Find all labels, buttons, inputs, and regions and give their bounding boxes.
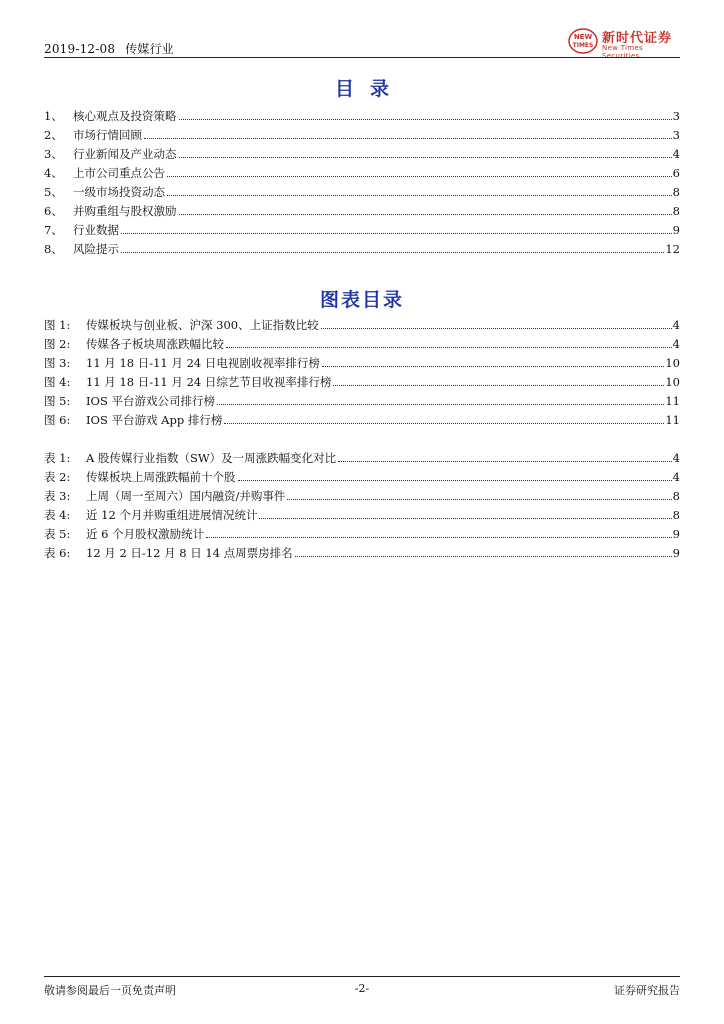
entry-number: 表 5: [44, 527, 71, 541]
page-number: -2- [354, 982, 370, 995]
entry-page-number: 4 [672, 451, 680, 465]
company-logo [568, 26, 680, 60]
toc-entry[interactable] [44, 104, 680, 123]
dot-leader [259, 517, 671, 519]
entry-page-number: 4 [672, 337, 680, 351]
entry-page-number: 9 [672, 223, 680, 237]
dot-leader [217, 403, 664, 405]
toc-title: 目录 [334, 78, 405, 100]
entry-label: 一级市场投资动态 [73, 185, 165, 199]
figure-entry[interactable] [44, 332, 680, 351]
dot-leader [238, 479, 672, 481]
entry-number: 5、 [44, 185, 63, 199]
entry-number: 图 4: [44, 375, 71, 389]
entry-page-number: 9 [672, 546, 680, 560]
dot-leader [224, 422, 664, 424]
entry-number: 图 2: [44, 337, 71, 351]
figure-entry[interactable] [44, 313, 680, 332]
toc-list [44, 104, 680, 256]
entry-page-number: 3 [672, 128, 680, 142]
entry-label: 核心观点及投资策略 [73, 109, 177, 123]
entry-page-number: 6 [672, 166, 680, 180]
entry-number: 6、 [44, 204, 63, 218]
entry-number: 1、 [44, 109, 63, 123]
entry-number: 8、 [44, 242, 63, 256]
entry-number: 图 6: [44, 413, 71, 427]
entry-number: 7、 [44, 223, 63, 237]
entry-page-number: 10 [665, 356, 680, 370]
entry-label: 12 月 2 日-12 月 8 日 14 点周票房排名 [86, 546, 293, 560]
dot-leader [287, 498, 671, 500]
entry-page-number: 8 [672, 185, 680, 199]
entry-number: 表 3: [44, 489, 71, 503]
toc-entry[interactable] [44, 180, 680, 199]
entry-page-number: 11 [665, 413, 680, 427]
entry-page-number: 10 [665, 375, 680, 389]
entry-number: 图 5: [44, 394, 71, 408]
entry-label: 行业数据 [73, 223, 119, 237]
chart-toc-title: 图表目录 [319, 289, 404, 311]
header-meta [44, 40, 174, 57]
dot-leader [179, 213, 672, 215]
entry-number: 表 4: [44, 508, 71, 522]
entry-label: 近 6 个月股权激励统计 [86, 527, 205, 541]
entry-label: 风险提示 [73, 242, 119, 256]
footer-disclaimer[interactable]: 敬请参阅最后一页免责声明 [44, 984, 176, 997]
dot-leader [167, 175, 672, 177]
dot-leader [333, 384, 664, 386]
toc-entry[interactable] [44, 161, 680, 180]
page-header [44, 26, 680, 60]
dot-leader [338, 460, 672, 462]
dot-leader [144, 137, 672, 139]
entry-page-number: 3 [672, 109, 680, 123]
entry-page-number: 4 [672, 318, 680, 332]
figure-entry[interactable] [44, 370, 680, 389]
entry-number: 3、 [44, 147, 63, 161]
footer-divider [44, 976, 680, 977]
figure-entry[interactable] [44, 408, 680, 427]
dot-leader [121, 232, 672, 234]
entry-label: 传媒板块上周涨跌幅前十个股 [86, 470, 236, 484]
entry-page-number: 8 [672, 204, 680, 218]
header-divider [44, 57, 680, 58]
table-entry[interactable] [44, 522, 680, 541]
entry-number: 2、 [44, 128, 63, 142]
entry-page-number: 8 [672, 489, 680, 503]
entry-label: A 股传媒行业指数（SW）及一周涨跌幅变化对比 [86, 451, 337, 465]
new-times-logo-icon [568, 28, 598, 54]
dot-leader [179, 118, 672, 120]
entry-label: 传媒各子板块周涨跌幅比较 [86, 337, 224, 351]
table-entry[interactable] [44, 465, 680, 484]
entry-number: 图 3: [44, 356, 71, 370]
entry-number: 表 2: [44, 470, 71, 484]
report-date: 2019-12-08 [44, 42, 116, 56]
toc-entry[interactable] [44, 142, 680, 161]
entry-label: 传媒板块与创业板、沪深 300、上证指数比较 [86, 318, 319, 332]
dot-leader [322, 365, 665, 367]
svg-text:NEW: NEW [573, 33, 593, 41]
entry-page-number: 12 [665, 242, 680, 256]
dot-leader [226, 346, 672, 348]
entry-label: IOS 平台游戏 App 排行榜 [86, 413, 223, 427]
dot-leader [121, 251, 664, 253]
entry-label: IOS 平台游戏公司排行榜 [86, 394, 216, 408]
toc-entry[interactable] [44, 218, 680, 237]
entry-label: 行业新闻及产业动态 [73, 147, 177, 161]
toc-entry[interactable] [44, 199, 680, 218]
entry-label: 市场行情回顾 [73, 128, 142, 142]
table-entry[interactable] [44, 446, 680, 465]
entry-number: 表 6: [44, 546, 71, 560]
figure-entry[interactable] [44, 389, 680, 408]
entry-page-number: 9 [672, 527, 680, 541]
industry-name: 传媒行业 [125, 42, 175, 56]
dot-leader [295, 555, 672, 557]
table-list [44, 446, 680, 560]
svg-text:TIMES: TIMES [572, 42, 594, 49]
table-entry[interactable] [44, 503, 680, 522]
dot-leader [206, 536, 672, 538]
entry-label: 11 月 18 日-11 月 24 日综艺节目收视率排行榜 [86, 375, 332, 389]
entry-label: 上市公司重点公告 [73, 166, 165, 180]
entry-number: 4、 [44, 166, 63, 180]
entry-page-number: 4 [672, 470, 680, 484]
entry-page-number: 11 [665, 394, 680, 408]
entry-number: 图 1: [44, 318, 71, 332]
dot-leader [179, 156, 672, 158]
entry-page-number: 8 [672, 508, 680, 522]
entry-label: 11 月 18 日-11 月 24 日电视剧收视率排行榜 [86, 356, 320, 370]
figure-entry[interactable] [44, 351, 680, 370]
figure-list [44, 313, 680, 427]
entry-number: 表 1: [44, 451, 71, 465]
table-entry[interactable] [44, 484, 680, 503]
dot-leader [167, 194, 672, 196]
toc-entry[interactable] [44, 123, 680, 142]
entry-label: 并购重组与股权激励 [73, 204, 177, 218]
toc-entry[interactable] [44, 237, 680, 256]
logo-name-cn: 新时代证券 [602, 31, 673, 46]
entry-label: 上周（周一至周六）国内融资/并购事件 [86, 489, 286, 503]
entry-label: 近 12 个月并购重组进展情况统计 [86, 508, 258, 522]
entry-page-number: 4 [672, 147, 680, 161]
dot-leader [321, 327, 672, 329]
logo-name-en: New Times Securities [602, 44, 643, 60]
table-entry[interactable] [44, 541, 680, 560]
footer-report-type: 证券研究报告 [614, 984, 680, 997]
